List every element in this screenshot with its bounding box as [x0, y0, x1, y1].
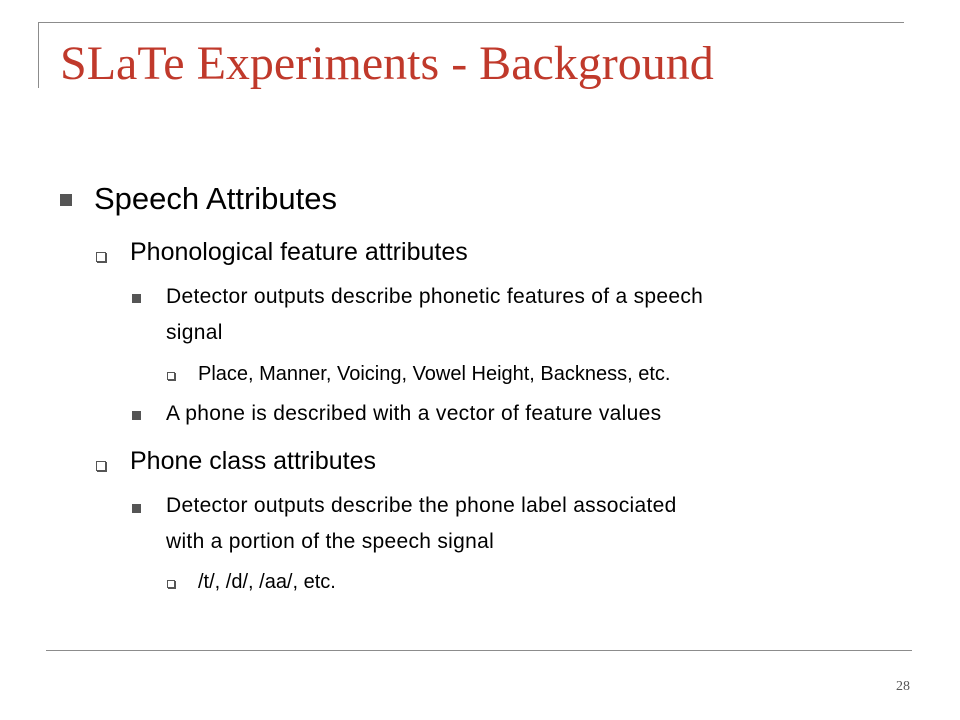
hollow-square-bullet-icon: [167, 580, 175, 588]
bullet-phone-vector: A phone is described with a vector of feature values: [166, 402, 662, 425]
bullet-speech-attributes: Speech Attributes: [94, 181, 337, 216]
bullet-phone-examples: /t/, /d/, /aa/, etc.: [198, 571, 336, 593]
square-bullet-icon: [132, 411, 141, 420]
hollow-square-bullet-icon: [167, 372, 175, 380]
square-bullet-icon: [132, 504, 141, 513]
hollow-square-bullet-icon: [96, 252, 106, 262]
bullet-detector-label-line2: with a portion of the speech signal: [166, 530, 495, 553]
bullet-detector-label-line1: Detector outputs describe the phone label associated: [166, 494, 677, 517]
slide-title: SLaTe Experiments - Background: [60, 37, 714, 90]
bullet-phone-class: Phone class attributes: [130, 447, 376, 475]
bullet-detector-phonetic-line1: Detector outputs describe phonetic features of a speech: [166, 285, 704, 308]
bullet-phonological: Phonological feature attributes: [130, 238, 468, 266]
square-bullet-icon: [60, 194, 72, 206]
page-number: 28: [896, 679, 910, 694]
square-bullet-icon: [132, 294, 141, 303]
bullet-detector-phonetic-line2: signal: [166, 321, 223, 344]
hollow-square-bullet-icon: [96, 461, 106, 471]
bullet-place-manner: Place, Manner, Voicing, Vowel Height, Backness, etc.: [198, 363, 671, 385]
